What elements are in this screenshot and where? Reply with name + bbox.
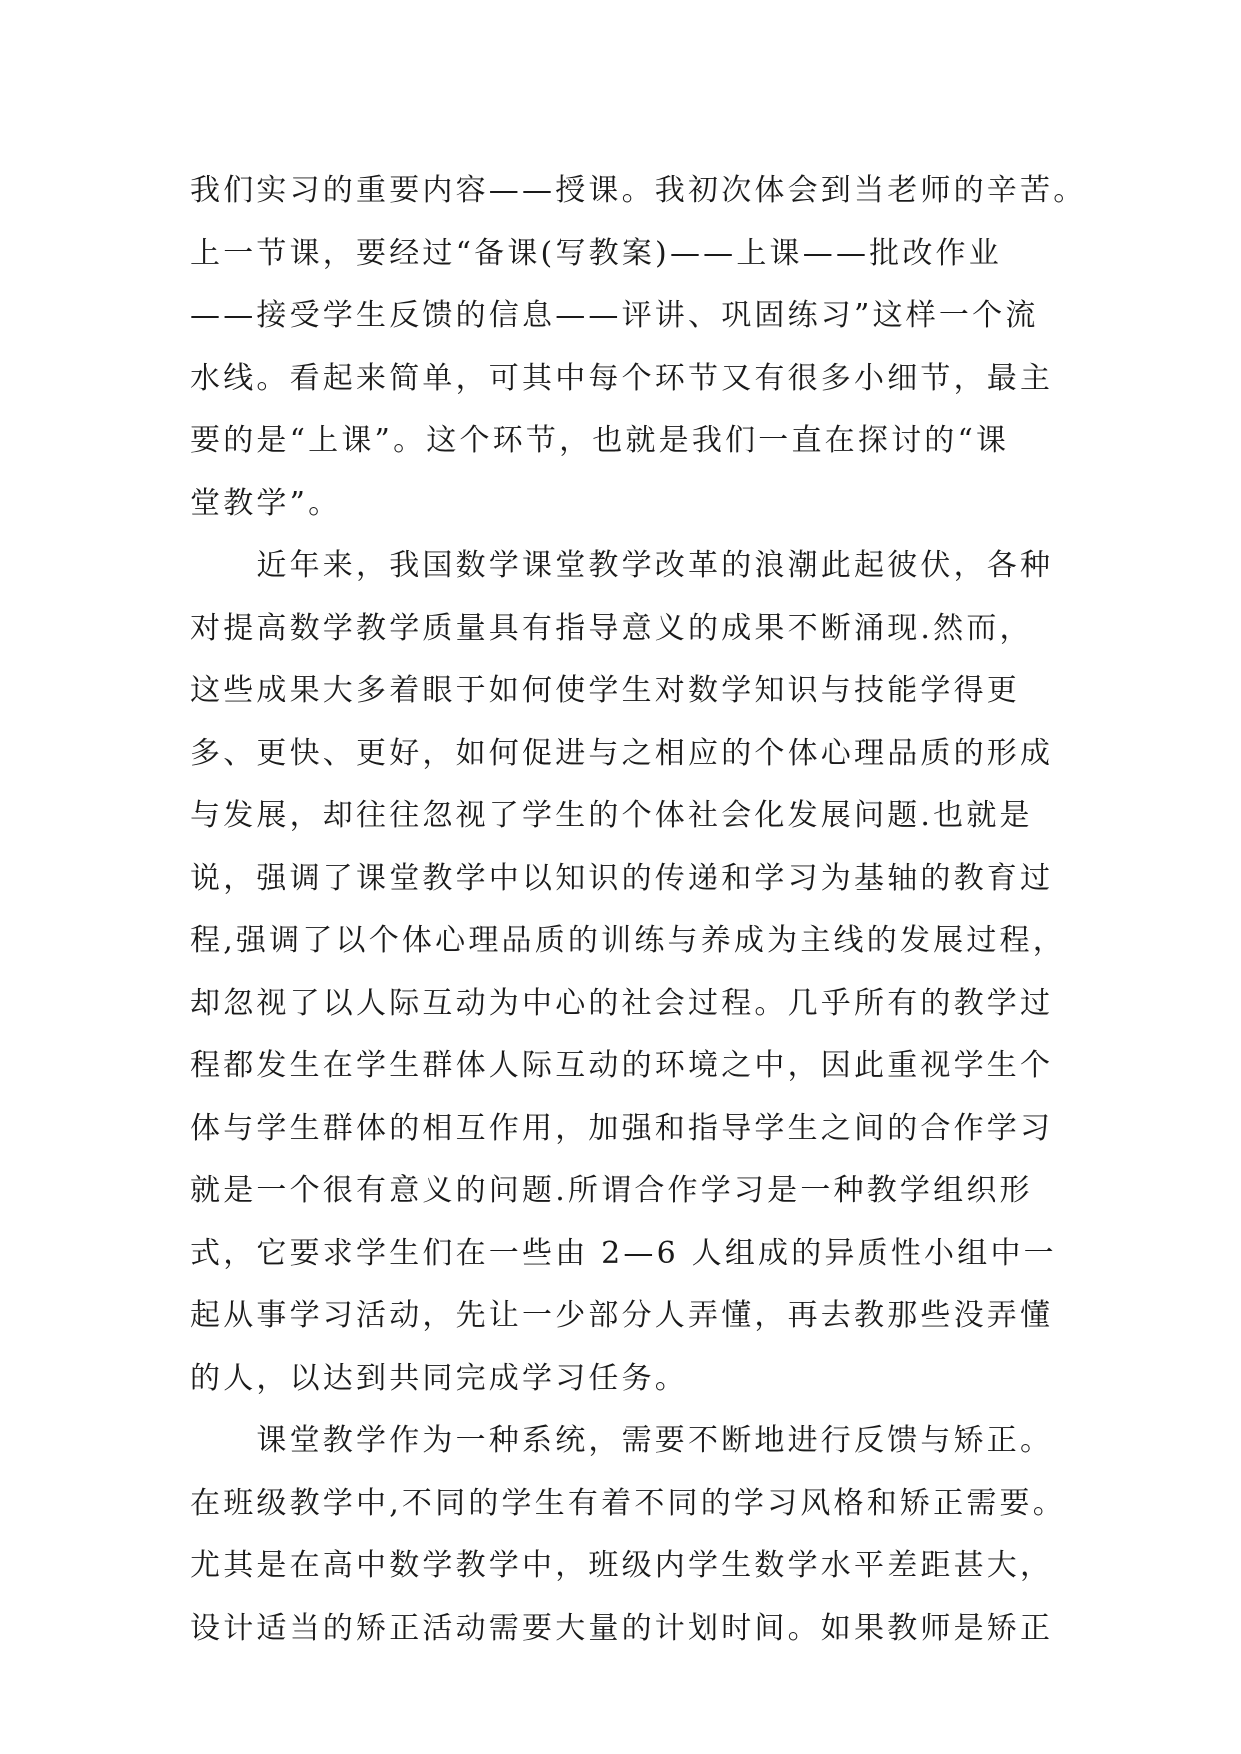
text-line-13: 程,强调了以个体心理品质的训练与养成为主线的发展过程， bbox=[190, 923, 1066, 958]
text-line-17: 就是一个很有意义的问题.所谓合作学习是一种教学组织形 bbox=[190, 1173, 1033, 1208]
text-line-6: 堂教学”。 bbox=[190, 485, 342, 521]
text-line-14: 却忽视了以人际互动为中心的社会过程。几乎所有的教学过 bbox=[190, 985, 1054, 1021]
text-line-11: 与发展，却往往忽视了学生的个体社会化发展问题.也就是 bbox=[190, 798, 1033, 833]
text-line-10: 多、更快、更好，如何促进与之相应的个体心理品质的形成 bbox=[190, 735, 1054, 771]
text-line-15: 程都发生在学生群体人际互动的环境之中，因此重视学生个 bbox=[190, 1048, 1054, 1083]
text-line-21: 课堂教学作为一种系统，需要不断地进行反馈与矫正。 bbox=[190, 1423, 1054, 1458]
text-line-20: 的人，以达到共同完成学习任务。 bbox=[190, 1360, 688, 1396]
text-line-18: 式，它要求学生们在一些由 2—6 人组成的异质性小组中一 bbox=[190, 1235, 1057, 1271]
text-line-1: 我们实习的重要内容——授课。我初次体会到当老师的辛苦。 bbox=[190, 173, 1087, 208]
text-line-19: 起从事学习活动，先让一少部分人弄懂，再去教那些没弄懂 bbox=[190, 1298, 1054, 1333]
text-line-12: 说，强调了课堂教学中以知识的传递和学习为基轴的教育过 bbox=[190, 860, 1054, 896]
text-line-16: 体与学生群体的相互作用，加强和指导学生之间的合作学习 bbox=[190, 1110, 1054, 1146]
text-line-4: 水线。看起来简单，可其中每个环节又有很多小细节，最主 bbox=[190, 360, 1054, 396]
text-line-8: 对提高数学教学质量具有指导意义的成果不断涌现.然而， bbox=[190, 610, 1033, 646]
text-line-3: ——接受学生反馈的信息——评讲、巩固练习”这样一个流 bbox=[190, 298, 1039, 333]
text-line-7: 近年来，我国数学课堂教学改革的浪潮此起彼伏，各种 bbox=[190, 548, 1054, 583]
body-text bbox=[190, 160, 1087, 1660]
text-line-9: 这些成果大多着眼于如何使学生对数学知识与技能学得更 bbox=[190, 673, 1020, 708]
text-line-22: 在班级教学中,不同的学生有着不同的学习风格和矫正需要。 bbox=[190, 1485, 1066, 1521]
text-line-23: 尤其是在高中数学教学中，班级内学生数学水平差距甚大， bbox=[190, 1548, 1054, 1583]
text-line-2: 上一节课，要经过“备课(写教案)——上课——批改作业 bbox=[190, 235, 1002, 271]
text-line-24: 设计适当的矫正活动需要大量的计划时间。如果教师是矫正 bbox=[190, 1610, 1054, 1646]
text-line-5: 要的是“上课”。这个环节，也就是我们一直在探讨的“课 bbox=[190, 423, 1010, 458]
